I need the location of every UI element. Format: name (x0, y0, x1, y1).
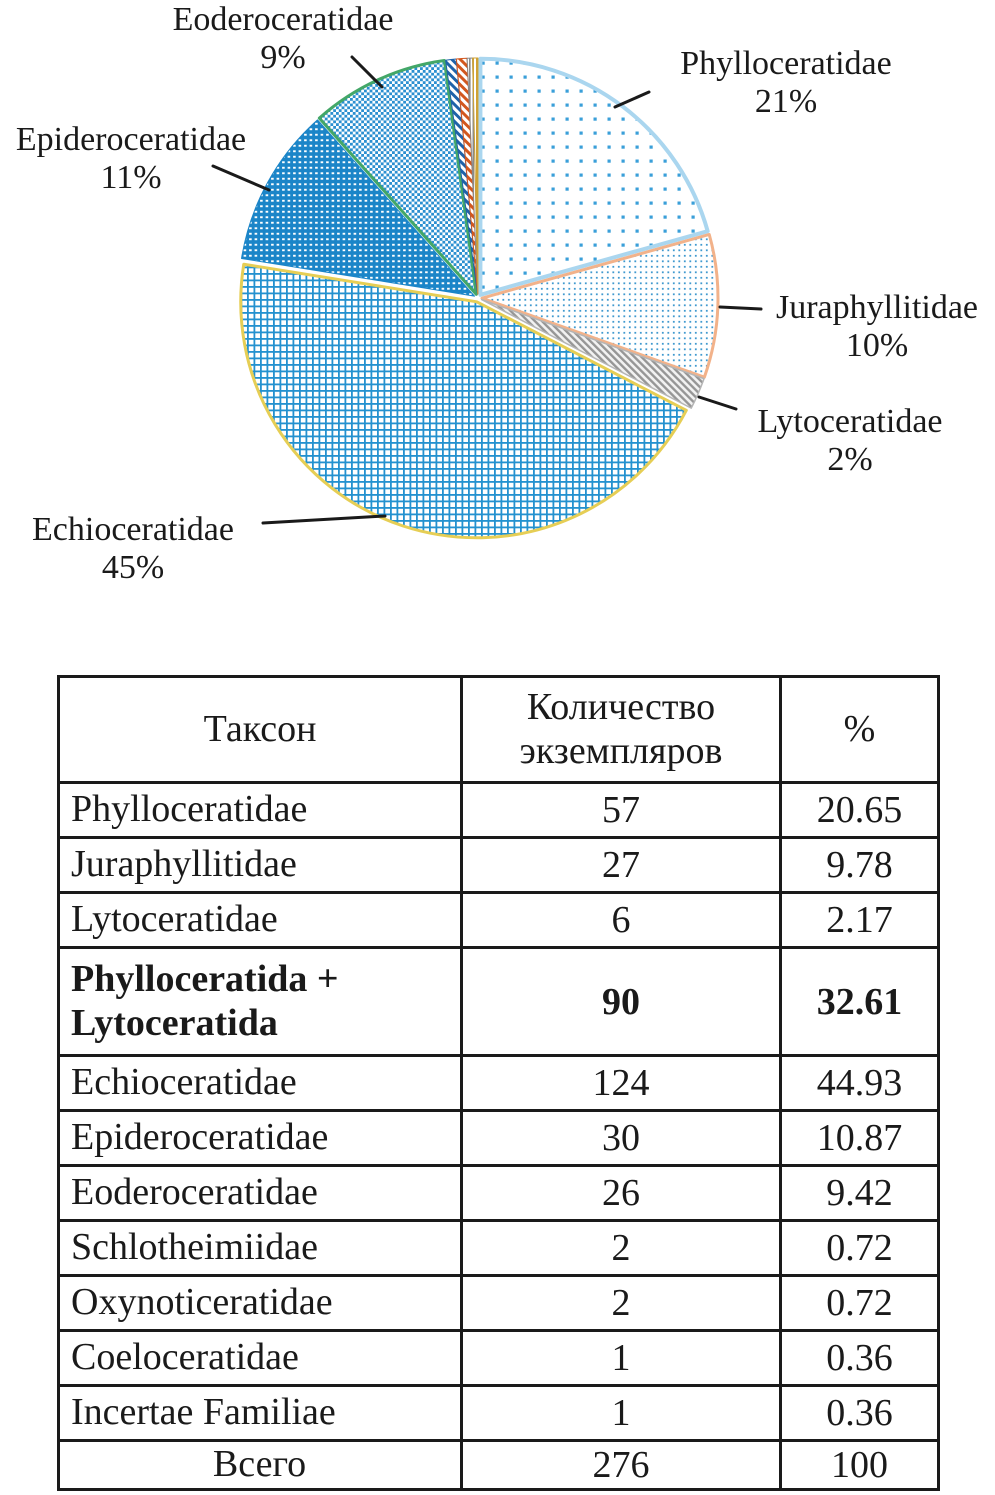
count-cell: 276 (462, 1441, 781, 1490)
count-cell: 90 (462, 948, 781, 1056)
count-cell: 30 (462, 1111, 781, 1166)
callout-epideroceratidae (16, 121, 246, 197)
count-cell: 1 (462, 1331, 781, 1386)
pct-cell: 9.78 (781, 838, 939, 893)
callout-label: Echioceratidae (32, 511, 234, 548)
pct-cell: 44.93 (781, 1056, 939, 1111)
count-cell: 1 (462, 1386, 781, 1441)
table-row (59, 1056, 939, 1111)
count-cell: 2 (462, 1276, 781, 1331)
taxon-cell: Juraphyllitidae (59, 838, 462, 893)
taxon-cell: Coeloceratidae (59, 1331, 462, 1386)
callout-percent: 45% (101, 549, 165, 586)
table-row (59, 1166, 939, 1221)
taxon-cell: Phylloceratida + Lytoceratida (59, 948, 462, 1056)
callout-eoderoceratidae (173, 1, 394, 77)
header-count: Количество экземпляров (462, 677, 781, 783)
data-table (57, 675, 940, 1491)
pct-cell: 2.17 (781, 893, 939, 948)
taxon-cell: Schlotheimiidae (59, 1221, 462, 1276)
callout-label: Eoderoceratidae (172, 1, 394, 38)
pct-cell: 20.65 (781, 783, 939, 838)
leader-line-juraphyllitidae (720, 307, 761, 309)
count-cell: 26 (462, 1166, 781, 1221)
pct-cell: 32.61 (781, 948, 939, 1056)
callout-label: Phylloceratidae (680, 45, 892, 82)
callout-percent: 11% (100, 159, 162, 196)
table-header-row (59, 677, 939, 783)
pct-cell: 0.72 (781, 1276, 939, 1331)
callout-lytoceratidae (757, 403, 942, 479)
pct-cell: 9.42 (781, 1166, 939, 1221)
callout-label: Epideroceratidae (15, 121, 247, 158)
callout-percent: 10% (845, 327, 909, 364)
count-cell: 2 (462, 1221, 781, 1276)
leader-line-phylloceratidae (615, 92, 649, 107)
table-row (59, 1221, 939, 1276)
pct-cell: 0.36 (781, 1386, 939, 1441)
pct-cell: 10.87 (781, 1111, 939, 1166)
table-row (59, 1111, 939, 1166)
table-row (59, 1386, 939, 1441)
header-taxon: Таксон (59, 677, 462, 783)
pct-cell: 0.36 (781, 1331, 939, 1386)
pie-slices (241, 58, 718, 538)
pct-cell: 100 (781, 1441, 939, 1490)
taxon-cell: Lytoceratidae (59, 893, 462, 948)
table-row (59, 1276, 939, 1331)
callout-percent: 9% (260, 39, 306, 76)
taxon-cell: Eoderoceratidae (59, 1166, 462, 1221)
callout-label: Juraphyllitidae (775, 289, 979, 326)
leader-line-echioceratidae (263, 516, 385, 523)
count-cell: 6 (462, 893, 781, 948)
taxon-cell: Oxynoticeratidae (59, 1276, 462, 1331)
callout-label: Lytoceratidae (757, 403, 943, 440)
callout-percent: 2% (827, 441, 873, 478)
count-cell: 124 (462, 1056, 781, 1111)
taxon-cell: Echioceratidae (59, 1056, 462, 1111)
header-percent: % (781, 677, 939, 783)
callout-phylloceratidae (680, 45, 891, 121)
callout-echioceratidae (32, 511, 234, 587)
table-row (59, 1331, 939, 1386)
table-row-total (59, 1441, 939, 1490)
taxon-cell: Epideroceratidae (59, 1111, 462, 1166)
callout-juraphyllitidae (776, 289, 978, 365)
table-row (59, 838, 939, 893)
leader-line-lytoceratidae (699, 397, 736, 409)
table-row (59, 893, 939, 948)
table-row (59, 783, 939, 838)
count-cell: 27 (462, 838, 781, 893)
count-cell: 57 (462, 783, 781, 838)
taxon-cell: Phylloceratidae (59, 783, 462, 838)
callout-percent: 21% (754, 83, 818, 120)
pct-cell: 0.72 (781, 1221, 939, 1276)
taxon-cell: Всего (59, 1441, 462, 1490)
table-row-combined-total (59, 948, 939, 1056)
taxon-cell: Incertae Familiae (59, 1386, 462, 1441)
